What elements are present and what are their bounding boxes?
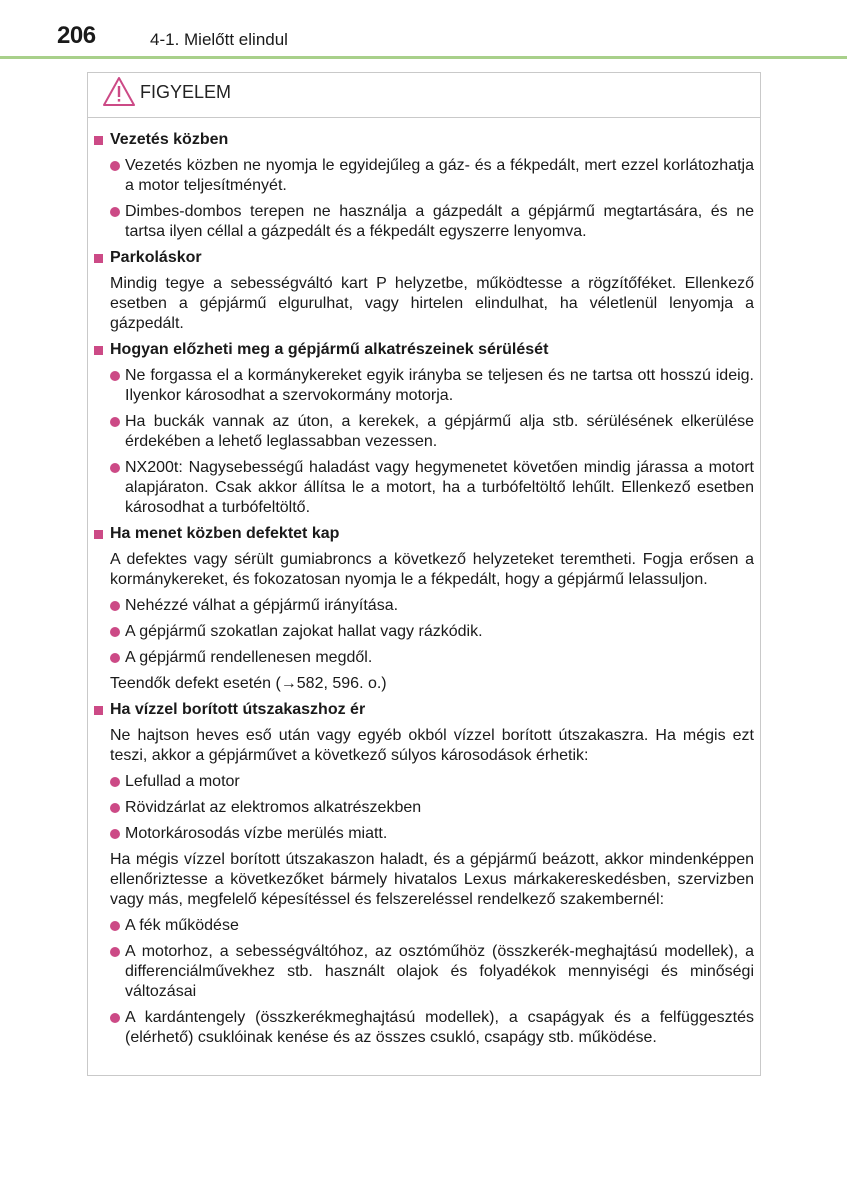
bullet-dot-icon xyxy=(110,777,120,787)
bullet-dot-icon xyxy=(110,947,120,957)
bullet-dot-icon xyxy=(110,653,120,663)
bullet-dot-icon xyxy=(110,371,120,381)
square-bullet-icon xyxy=(94,530,103,539)
list-item: A motorhoz, a sebességváltóhoz, az osztóműhöz (összkerék-meghajtású modellek), a differenciálművekhez stb. használt olajok és folyadékok mennyiségi és minőségi változásai xyxy=(110,942,754,1002)
list-item: A fék működése xyxy=(110,916,754,936)
bullet-dot-icon xyxy=(110,803,120,813)
bullet-dot-icon xyxy=(110,161,120,171)
section-heading-parking: Parkoláskor xyxy=(94,248,754,268)
paragraph: Ha mégis vízzel borított útszakaszon haladt, és a gépjármű beázott, akkor mindenképpen ellenőriztesse a következőket bármely hivatalos Lexus márkakereskedésben, szervizben vagy más, megfelelő képesítéssel és felszereléssel rendelkező szakembernél: xyxy=(110,851,754,908)
header-rule xyxy=(0,56,847,59)
bullet-dot-icon xyxy=(110,601,120,611)
bullet-dot-icon xyxy=(110,417,120,427)
list-item: Ha buckák vannak az úton, a kerekek, a gépjármű alja stb. sérülésének elkerülése érdekében a lehető leglassabban vezessen. xyxy=(110,412,754,452)
list-item: Lefullad a motor xyxy=(110,772,754,792)
paragraph: Ne hajtson heves eső után vagy egyéb okból vízzel borított útszakaszra. Ha mégis ezt teszi, akkor a gépjárművet a következő súlyos károsodások érhetik: xyxy=(110,727,754,764)
section-heading-flat-tire: Ha menet közben defektet kap xyxy=(94,524,754,544)
list-item: A gépjármű szokatlan zajokat hallat vagy rázkódik. xyxy=(110,622,754,642)
page-header xyxy=(0,0,847,60)
bullet-dot-icon xyxy=(110,207,120,217)
section-heading-damage-prevention: Hogyan előzheti meg a gépjármű alkatrészeinek sérülését xyxy=(94,340,754,360)
paragraph: A defektes vagy sérült gumiabroncs a következő helyzeteket teremtheti. Fogja erősen a kormánykereket, és fokozatosan nyomja le a fékpedált, hogy a gépjármű lelassuljon. xyxy=(110,551,754,588)
square-bullet-icon xyxy=(94,136,103,145)
list-item: A gépjármű rendellenesen megdől. xyxy=(110,648,754,668)
section-heading-driving: Vezetés közben xyxy=(94,130,754,150)
warning-box xyxy=(87,72,761,1076)
warning-content xyxy=(94,128,754,1048)
warning-label: FIGYELEM xyxy=(140,82,232,102)
list-item: NX200t: Nagysebességű haladást vagy hegymenetet követően mindig járassa a motort alapjáraton. Csak akkor állítsa le a motort, ha a turbófeltöltő lehűlt. Ellenkező esetben károsodhat a turbófeltöltő. xyxy=(110,458,754,518)
bullet-dot-icon xyxy=(110,463,120,473)
section-body-driving xyxy=(94,156,754,242)
square-bullet-icon xyxy=(94,346,103,355)
bullet-dot-icon xyxy=(110,627,120,637)
square-bullet-icon xyxy=(94,706,103,715)
list-item: Ne forgassa el a kormánykereket egyik irányba se teljesen és ne tartsa ott hosszú ideig. Ilyenkor károsodhat a szervokormány motorja. xyxy=(110,366,754,406)
warning-header xyxy=(88,73,760,118)
section-body-damage-prevention xyxy=(94,366,754,518)
list-item: Rövidzárlat az elektromos alkatrészekben xyxy=(110,798,754,818)
list-item: Motorkárosodás vízbe merülés miatt. xyxy=(110,824,754,844)
page-number: 206 xyxy=(57,22,96,49)
warning-triangle-icon xyxy=(102,76,136,108)
list-item: Dimbes-dombos terepen ne használja a gázpedált a gépjármű megtartására, és ne tartsa ilyen céllal a gázpedált és a fékpedált egyszerre lenyomva. xyxy=(110,202,754,242)
paragraph: Mindig tegye a sebességváltó kart P helyzetbe, működtesse a rögzítőféket. Ellenkező esetben a gépjármű elgurulhat, vagy hirtelen elindulhat, ha véletlenül lenyomja a gázpedált. xyxy=(110,275,754,332)
section-body-parking xyxy=(94,274,754,334)
section-title: 4-1. Mielőtt elindul xyxy=(150,30,288,49)
section-body-flat-tire xyxy=(94,550,754,694)
section-body-flooded-road xyxy=(94,726,754,1048)
list-item: A kardántengely (összkerékmeghajtású modellek), a csapágyak és a felfüggesztés (elérhető) csuklóinak kenése és az összes csukló, csapágy stb. működése. xyxy=(110,1008,754,1048)
bullet-dot-icon xyxy=(110,921,120,931)
bullet-dot-icon xyxy=(110,1013,120,1023)
square-bullet-icon xyxy=(94,254,103,263)
page-reference-note: Teendők defekt esetén (→582, 596. o.) xyxy=(110,675,387,692)
section-heading-flooded-road: Ha vízzel borított útszakaszhoz ér xyxy=(94,700,754,720)
bullet-dot-icon xyxy=(110,829,120,839)
list-item: Nehézzé válhat a gépjármű irányítása. xyxy=(110,596,754,616)
list-item: Vezetés közben ne nyomja le egyidejűleg a gáz- és a fékpedált, mert ezzel korlátozhatja a motor teljesítményét. xyxy=(110,156,754,196)
